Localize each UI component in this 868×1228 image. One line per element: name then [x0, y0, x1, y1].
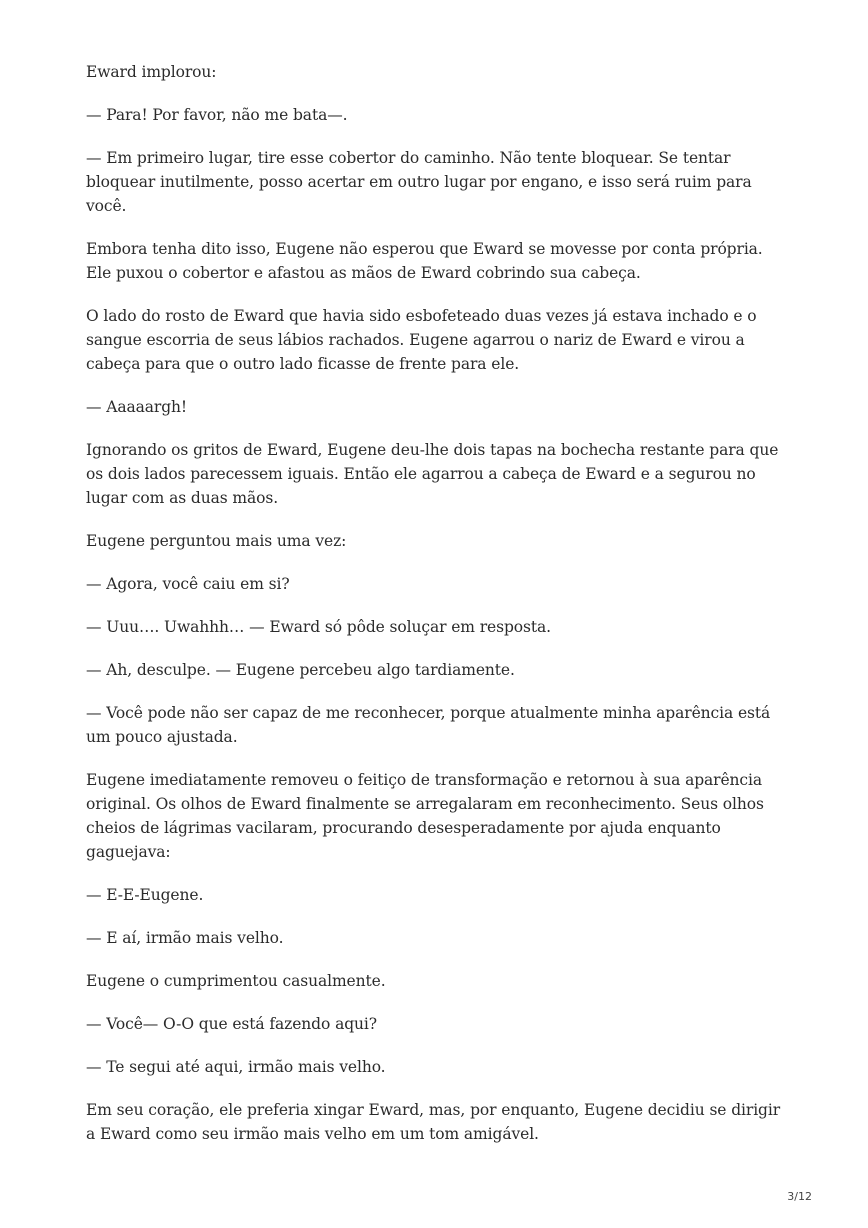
paragraph-12: — Você pode não ser capaz de me reconhecer, porque atualmente minha aparência está um pouco ajustada.: [86, 704, 771, 746]
paragraph-14: — E-E-Eugene.: [86, 886, 204, 904]
paragraph-10: — Uuu…. Uwahhh… — Eward só pôde soluçar em resposta.: [86, 618, 551, 636]
paragraph-8: Eugene perguntou mais uma vez:: [86, 532, 347, 550]
paragraph-4: Embora tenha dito isso, Eugene não esperou que Eward se movesse por conta própria. Ele puxou o cobertor e afastou as mãos de Eward cobrindo sua cabeça.: [86, 240, 763, 282]
paragraph-16: Eugene o cumprimentou casualmente.: [86, 972, 386, 990]
paragraph-7: Ignorando os gritos de Eward, Eugene deu-lhe dois tapas na bochecha restante para que os dois lados parecessem iguais. Então ele agarrou a cabeça de Eward e a segurou no lugar com as duas mãos.: [86, 441, 779, 507]
paragraph-13: Eugene imediatamente removeu o feitiço de transformação e retornou à sua aparência original. Os olhos de Eward finalmente se arregalaram em reconhecimento. Seus olhos cheios de lágrimas vacilaram, procurando desesperadamente por ajuda enquanto gaguejava:: [86, 771, 764, 861]
paragraph-6: — Aaaaargh!: [86, 398, 188, 416]
paragraph-3: — Em primeiro lugar, tire esse cobertor do caminho. Não tente bloquear. Se tentar bloquear inutilmente, posso acertar em outro lugar por engano, e isso será ruim para você.: [86, 149, 752, 215]
document-page: [86, 60, 786, 1165]
paragraph-15: — E aí, irmão mais velho.: [86, 929, 284, 947]
paragraph-2: — Para! Por favor, não me bata—.: [86, 106, 348, 124]
page-number: 3/12: [787, 1190, 812, 1203]
paragraph-19: Em seu coração, ele preferia xingar Eward, mas, por enquanto, Eugene decidiu se dirigir a Eward como seu irmão mais velho em um tom amigável.: [86, 1101, 781, 1143]
paragraph-5: O lado do rosto de Eward que havia sido esbofeteado duas vezes já estava inchado e o sangue escorria de seus lábios rachados. Eugene agarrou o nariz de Eward e virou a cabeça para que o outro lado ficasse de frente para ele.: [86, 307, 757, 373]
paragraph-17: — Você— O-O que está fazendo aqui?: [86, 1015, 377, 1033]
paragraph-9: — Agora, você caiu em si?: [86, 575, 290, 593]
paragraph-18: — Te segui até aqui, irmão mais velho.: [86, 1058, 386, 1076]
paragraph-1: Eward implorou:: [86, 63, 217, 81]
paragraph-11: — Ah, desculpe. — Eugene percebeu algo tardiamente.: [86, 661, 515, 679]
